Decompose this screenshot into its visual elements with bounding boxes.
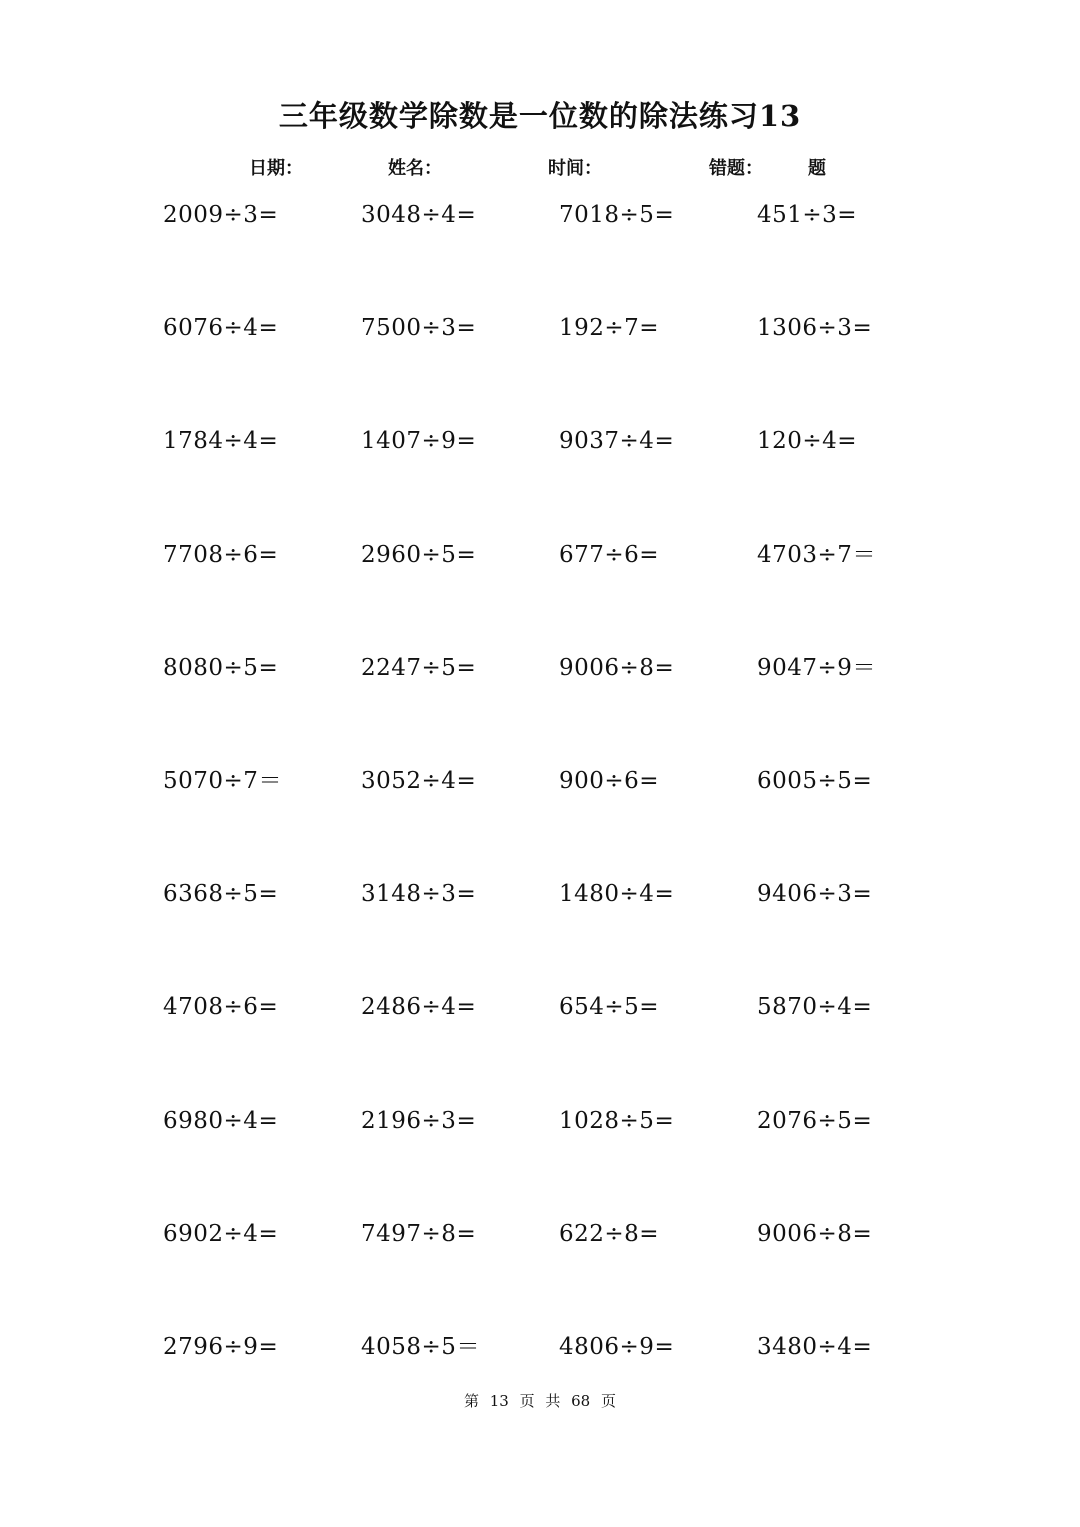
division-problem: 120÷4= (757, 428, 858, 454)
page-footer: 第 13 页 共 68 页 (463, 1392, 616, 1410)
division-problem: 2247÷5= (361, 655, 477, 681)
division-problem: 7018÷5= (559, 202, 675, 228)
date-label: 日期： (249, 158, 303, 179)
division-problem: 4708÷6= (163, 994, 279, 1020)
division-problem: 451÷3= (757, 202, 858, 228)
division-problem: 2796÷9= (163, 1334, 279, 1360)
division-problem: 1028÷5= (559, 1108, 675, 1134)
division-problem: 1306÷3= (757, 315, 873, 341)
division-problem: 5070÷7＝ (163, 768, 282, 794)
name-label: 姓名： (388, 158, 442, 179)
division-problem: 677÷6= (559, 542, 660, 568)
division-problem: 2486÷4= (361, 994, 477, 1020)
division-problem: 654÷5= (559, 994, 660, 1020)
division-problem: 4703÷7＝ (757, 542, 876, 568)
division-problem: 1480÷4= (559, 881, 675, 907)
division-problem: 6076÷4= (163, 315, 279, 341)
division-problem: 1784÷4= (163, 428, 279, 454)
division-problem: 9037÷4= (559, 428, 675, 454)
division-problem: 2076÷5= (757, 1108, 873, 1134)
division-problem: 2196÷3= (361, 1108, 477, 1134)
division-problem: 6368÷5= (163, 881, 279, 907)
division-problem: 4806÷9= (559, 1334, 675, 1360)
division-problem: 6902÷4= (163, 1221, 279, 1247)
worksheet-header (0, 155, 1080, 183)
division-problem: 9006÷8= (757, 1221, 873, 1247)
division-problem: 5870÷4= (757, 994, 873, 1020)
time-label: 时间： (548, 158, 602, 179)
division-problem: 7708÷6= (163, 542, 279, 568)
division-problem: 3148÷3= (361, 881, 477, 907)
division-problem: 8080÷5= (163, 655, 279, 681)
division-problem: 622÷8= (559, 1221, 660, 1247)
page-title: 三年级数学除数是一位数的除法练习13 (278, 99, 802, 133)
errors-label: 错题： (709, 158, 763, 179)
division-problem: 7500÷3= (361, 315, 477, 341)
division-problem: 192÷7= (559, 315, 660, 341)
division-problem: 9406÷3= (757, 881, 873, 907)
division-problem: 2009÷3= (163, 202, 279, 228)
division-problem: 2960÷5= (361, 542, 477, 568)
division-problem: 6980÷4= (163, 1108, 279, 1134)
division-problem: 7497÷8= (361, 1221, 477, 1247)
division-problem: 3480÷4= (757, 1334, 873, 1360)
division-problem: 9047÷9＝ (757, 655, 876, 681)
division-problem: 9006÷8= (559, 655, 675, 681)
division-problem: 3048÷4= (361, 202, 477, 228)
division-problem: 1407÷9= (361, 428, 477, 454)
division-problem: 3052÷4= (361, 768, 477, 794)
division-problem: 900÷6= (559, 768, 660, 794)
errors-unit: 题 (808, 158, 826, 179)
division-problem: 4058÷5＝ (361, 1334, 480, 1360)
division-problem: 6005÷5= (757, 768, 873, 794)
